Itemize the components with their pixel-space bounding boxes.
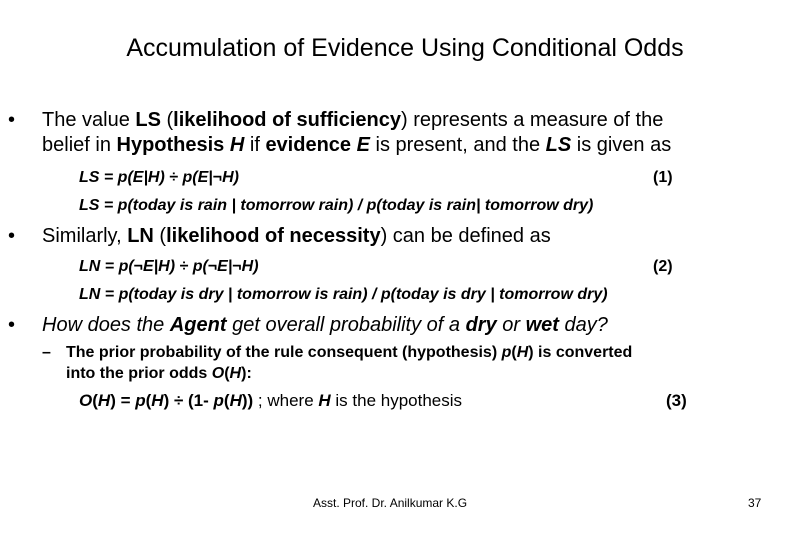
sub-bullet-1-line-1: The prior probability of the rule consequent (hypothesis) p(H) is converted [66,344,633,361]
bullet-3 [8,313,808,338]
bullet-1-line-2: belief in Hypothesis H if evidence E is present, and the LS is given as [42,134,672,156]
formula-1-line-2: LS = p(today is rain | tomorrow rain) / p(today is rain| tomorrow dry) [79,197,594,214]
formula-3: O(H) = p(H) ÷ (1- p(H)) ; where H is the hypothesis [79,391,463,410]
formula-3-number: (3) [666,391,687,410]
bullet-1-line-1: The value LS (likelihood of sufficiency) represents a measure of the [42,109,664,131]
bullet-1 [8,108,808,158]
bullet-marker: • [8,314,16,336]
bullet-3-text: How does the Agent get overall probability of a dry or wet day? [42,314,608,336]
formula-1-number: (1) [653,169,673,186]
bullet-2-text: Similarly, LN (likelihood of necessity) can be defined as [42,225,551,247]
sub-bullet-dash: – [42,344,51,361]
bullet-marker: • [8,225,16,247]
sub-bullet-1-line-2: into the prior odds O(H): [66,365,252,382]
footer-author: Asst. Prof. Dr. Anilkumar K.G [313,496,468,510]
formula-2-number: (2) [653,258,673,275]
footer-page-number: 37 [748,496,762,510]
formula-2-line-1: LN = p(¬E|H) ÷ p(¬E|¬H) [79,258,259,275]
bullet-2 [8,224,808,249]
slide-title: Accumulation of Evidence Using Conditional Odds [126,34,684,62]
formula-2-line-2: LN = p(today is dry | tomorrow is rain) / p(today is dry | tomorrow dry) [79,286,608,303]
bullet-marker: • [8,109,16,131]
formula-1-line-1: LS = p(E|H) ÷ p(E|¬H) [79,169,239,186]
